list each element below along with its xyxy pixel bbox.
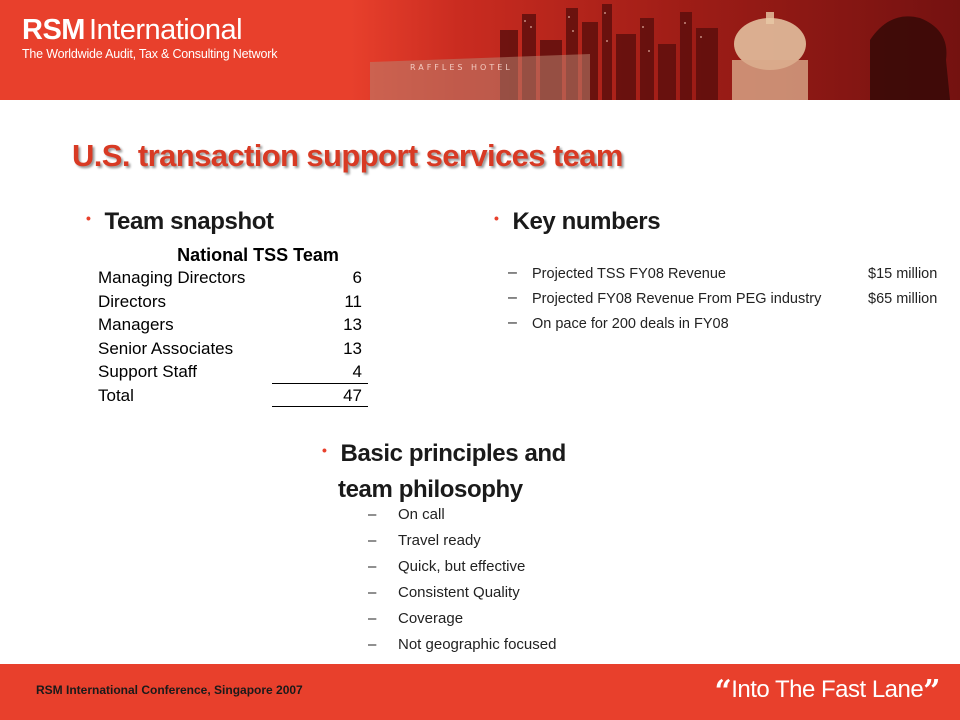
page-title: U.S. transaction support services team <box>72 138 623 173</box>
key-numbers-heading: • Key numbers <box>494 208 661 235</box>
close-quote-icon: ” <box>923 674 940 709</box>
table-total-row: Total 47 <box>98 384 368 408</box>
footer-slogan: “Into The Fast Lane” <box>714 674 940 709</box>
tss-team-table <box>98 244 368 407</box>
dash-icon: – <box>368 506 377 523</box>
principles-heading: • Basic principles and team philosophy <box>322 440 566 503</box>
bullet-icon: • <box>494 210 499 226</box>
dash-icon: – <box>508 289 517 306</box>
table-row: Managers 13 <box>98 315 362 334</box>
footer-bar <box>0 664 960 720</box>
table-row: Senior Associates 13 <box>98 338 362 358</box>
footer-conference-text: RSM International Conference, Singapore 2007 <box>36 683 303 697</box>
brand-logo <box>22 14 277 62</box>
header-banner <box>0 0 960 100</box>
dash-icon: – <box>368 610 377 627</box>
list-item: – Travel ready <box>398 528 556 554</box>
team-snapshot-heading: • Team snapshot <box>86 208 274 235</box>
dash-icon: – <box>368 558 377 575</box>
table-row: Support Staff 4 <box>98 360 368 384</box>
brand-name-suffix: International <box>88 14 243 46</box>
brand-tagline: The Worldwide Audit, Tax & Consulting Network <box>22 47 278 61</box>
brand-name: RSM International <box>22 14 243 46</box>
dash-icon: – <box>368 636 377 653</box>
open-quote-icon: “ <box>714 674 732 709</box>
bullet-icon: • <box>322 442 327 458</box>
photo-sign-text: RAFFLES HOTEL <box>410 63 513 72</box>
bullet-icon: • <box>86 210 91 226</box>
list-item: – Quick, but effective <box>398 554 556 580</box>
list-item: – Coverage <box>398 606 556 632</box>
list-item: – On call <box>398 502 556 528</box>
dash-icon: – <box>368 584 377 601</box>
principles-list <box>368 502 557 658</box>
skyline-illustration <box>350 0 960 100</box>
dash-icon: – <box>508 314 517 331</box>
dash-icon: – <box>368 532 377 549</box>
table-title: National TSS Team <box>177 245 339 265</box>
table-row: Directors 11 <box>98 291 362 311</box>
list-item: – Consistent Quality <box>398 580 556 606</box>
dash-icon: – <box>508 264 517 281</box>
list-item: – Not geographic focused <box>398 632 556 658</box>
table-row: Managing Directors 6 <box>98 268 362 287</box>
